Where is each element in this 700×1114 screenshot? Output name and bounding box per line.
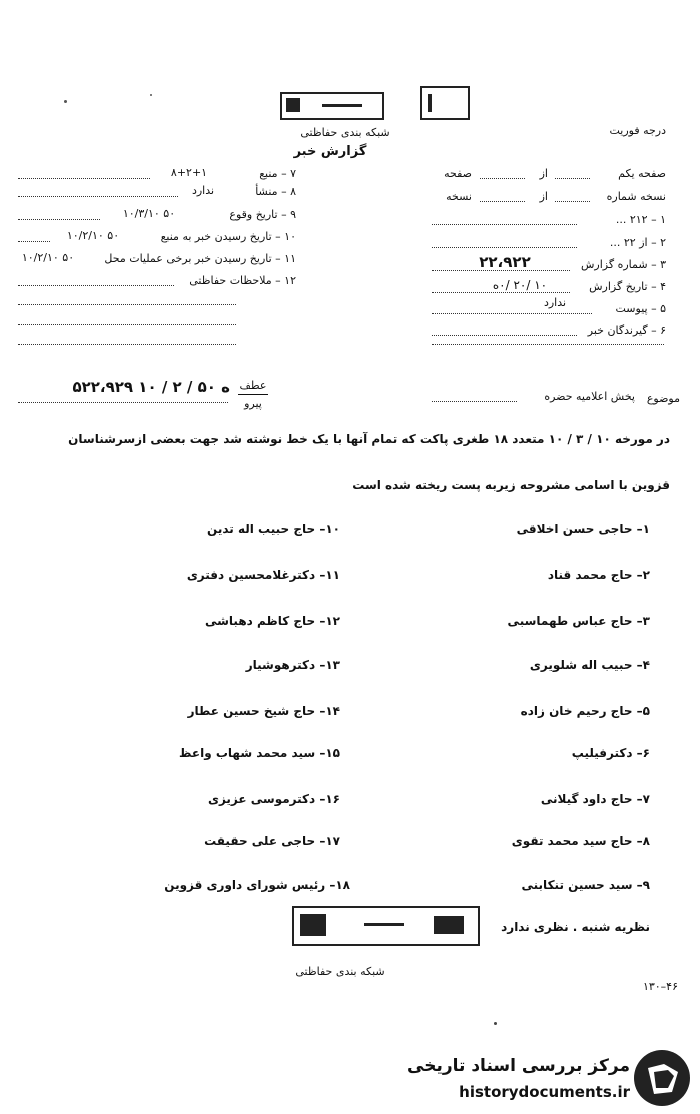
name-list-item: ۶– دکترفیلیپ xyxy=(571,746,650,760)
copy-field-line xyxy=(480,201,525,202)
field-1-label: ۱ – ۲۱۲ ... xyxy=(615,213,666,226)
subject-line xyxy=(432,401,517,402)
occurrence-date-line xyxy=(18,219,100,220)
security-notes-line xyxy=(18,304,236,305)
ref-line xyxy=(18,402,228,403)
report-number-value: ۲۲،۹۲۲ xyxy=(479,253,531,271)
classification-office: شبکه بندی حفاظتی xyxy=(300,126,390,139)
ref-value: ۵۲۲،۹۲۹ ۱۰ / ۲ / ۵۰ ه xyxy=(72,378,230,396)
origin-label: ۸ – منشأ xyxy=(255,185,296,198)
field-1-line xyxy=(432,224,577,225)
attachment-value: ندارد xyxy=(543,296,567,309)
name-list-item: ۱– حاجی حسن اخلاقی xyxy=(516,522,650,536)
attachment-label: ۵ – پیوست xyxy=(615,302,666,315)
page-of-label: از xyxy=(539,167,548,180)
name-list-item: ۴– حبیب اله شلویری xyxy=(529,658,650,672)
security-notes-label: ۱۲ – ملاحظات حفاظتی xyxy=(189,274,296,287)
classification-stamp xyxy=(280,92,384,120)
report-number-label: ۳ – شماره گزارش xyxy=(580,258,666,271)
field-2-label: ۲ – از ۲۲ ... xyxy=(609,236,666,249)
body-line-2: قزوین با اسامی مشروحه زیربه پست ریخته شده است xyxy=(352,478,670,492)
attachment-line xyxy=(432,313,592,314)
page-field-line xyxy=(480,178,525,179)
stamp-ink-mark xyxy=(364,923,404,926)
occurrence-date-value: ۱۰/۳/۱۰ ۵۰ xyxy=(122,207,176,220)
scan-speck xyxy=(494,1022,497,1025)
copy-of-label: از xyxy=(539,190,548,203)
report-date-line xyxy=(432,292,570,293)
name-list-item: ۱۱– دکترغلامحسین دفتری xyxy=(186,568,340,582)
name-list-item: ۱۸– رئیس شورای داوری قزوین xyxy=(164,878,350,892)
security-notes-line xyxy=(18,324,236,325)
name-list-item: ۱۲– حاج کاظم دهباشی xyxy=(204,614,340,628)
stamp-ink-mark xyxy=(300,914,326,936)
name-list-item: ۱۷– حاجی علی حقیقت xyxy=(204,834,340,848)
security-notes-line xyxy=(18,285,174,286)
security-notes-line xyxy=(18,344,236,345)
ref-label-bottom: پیرو xyxy=(244,397,262,410)
opinion-text: نظریه شنبه . نظری ندارد xyxy=(501,920,650,934)
report-date-label: ۴ – تاریخ گزارش xyxy=(589,280,666,293)
name-list-item: ۲– حاج محمد قناد xyxy=(547,568,650,582)
archive-center-name: مرکز بررسی اسناد تاریخی xyxy=(407,1056,630,1076)
copy-label: نسخه شماره xyxy=(606,190,666,203)
scan-speck xyxy=(150,94,152,96)
archive-logo-icon xyxy=(634,1050,690,1106)
scan-speck xyxy=(64,100,67,103)
stamp-caption: شبکه بندی حفاظتی xyxy=(295,965,385,978)
stamp-ink-mark xyxy=(322,104,362,107)
body-line-1: در مورخه ۱۰ / ۳ / ۱۰ متعدد ۱۸ طغری پاکت که تمام آنها با یک خط نوشته شد جهت بعضی ازسرشناسان xyxy=(68,432,670,446)
document-code: ۱۳۰–۴۶ xyxy=(642,980,678,993)
name-list-item: ۵– حاج رحیم خان زاده xyxy=(520,704,650,718)
signature-stamp xyxy=(292,906,480,946)
received-by-unit-label: ۱۱ – تاریخ رسیدن خبر برخی عملیات محل xyxy=(104,252,296,265)
page-suffix-label: صفحه xyxy=(444,167,472,180)
page-label: صفحه یکم xyxy=(618,167,666,180)
name-list-item: ۳– حاج عباس طهماسبی xyxy=(507,614,650,628)
recipients-line xyxy=(432,335,577,336)
recipients-line-2 xyxy=(432,344,664,345)
stamp-ink-mark xyxy=(434,916,464,934)
ref-label-divider xyxy=(238,394,268,395)
received-by-source-label: ۱۰ – تاریخ رسیدن خبر به منبع xyxy=(160,230,296,243)
name-list-item: ۸– حاج سید محمد تقوی xyxy=(511,834,650,848)
report-number-line xyxy=(432,270,570,271)
received-by-unit-value: ۱۰/۲/۱۰ ۵۰ xyxy=(21,251,75,264)
copy-field-line xyxy=(555,201,590,202)
origin-value: ندارد xyxy=(191,184,215,197)
name-list-item: ۱۶– دکترموسی عزیزی xyxy=(207,792,340,806)
name-list-item: ۱۵– سید محمد شهاب واعظ xyxy=(179,746,340,760)
stamp-ink-mark xyxy=(286,98,300,112)
subject-text: پخش اعلامیه حضره xyxy=(544,390,635,403)
name-list-item: ۹– سید حسین تنکابنی xyxy=(521,878,650,892)
classification-label: درجه فوریت xyxy=(609,124,666,137)
archive-logo-graphic xyxy=(634,1050,690,1106)
origin-line xyxy=(18,196,178,197)
source-line xyxy=(18,178,150,179)
ref-label-top: عطف xyxy=(239,379,267,392)
name-list-item: ۱۴– حاج شیخ حسین عطار xyxy=(187,704,340,718)
report-date-value: ۱۰ /۲۰ /۰ه xyxy=(492,278,548,292)
archive-site: historydocuments.ir xyxy=(459,1083,630,1101)
name-list-item: ۷– حاج داود گیلانی xyxy=(540,792,650,806)
occurrence-date-label: ۹ – تاریخ وقوع xyxy=(229,208,296,221)
source-label: ۷ – منبع xyxy=(259,167,296,180)
report-title: گزارش خبر xyxy=(293,144,367,159)
name-list-item: ۱۳– دکترهوشیار xyxy=(245,658,340,672)
source-value: ۸+۲+۱ xyxy=(170,166,208,179)
stamp-ink-mark xyxy=(428,94,432,112)
recipients-label: ۶ – گیرندگان خبر xyxy=(587,324,666,337)
field-2-line xyxy=(432,247,577,248)
name-list-item: ۱۰– حاج حبیب اله تدین xyxy=(207,522,340,536)
received-by-source-value: ۱۰/۲/۱۰ ۵۰ xyxy=(66,229,120,242)
copy-suffix-label: نسخه xyxy=(446,190,472,203)
page-field-line xyxy=(555,178,590,179)
subject-label: موضوع xyxy=(646,392,680,405)
received-by-source-line xyxy=(18,241,50,242)
priority-stamp xyxy=(420,86,470,120)
